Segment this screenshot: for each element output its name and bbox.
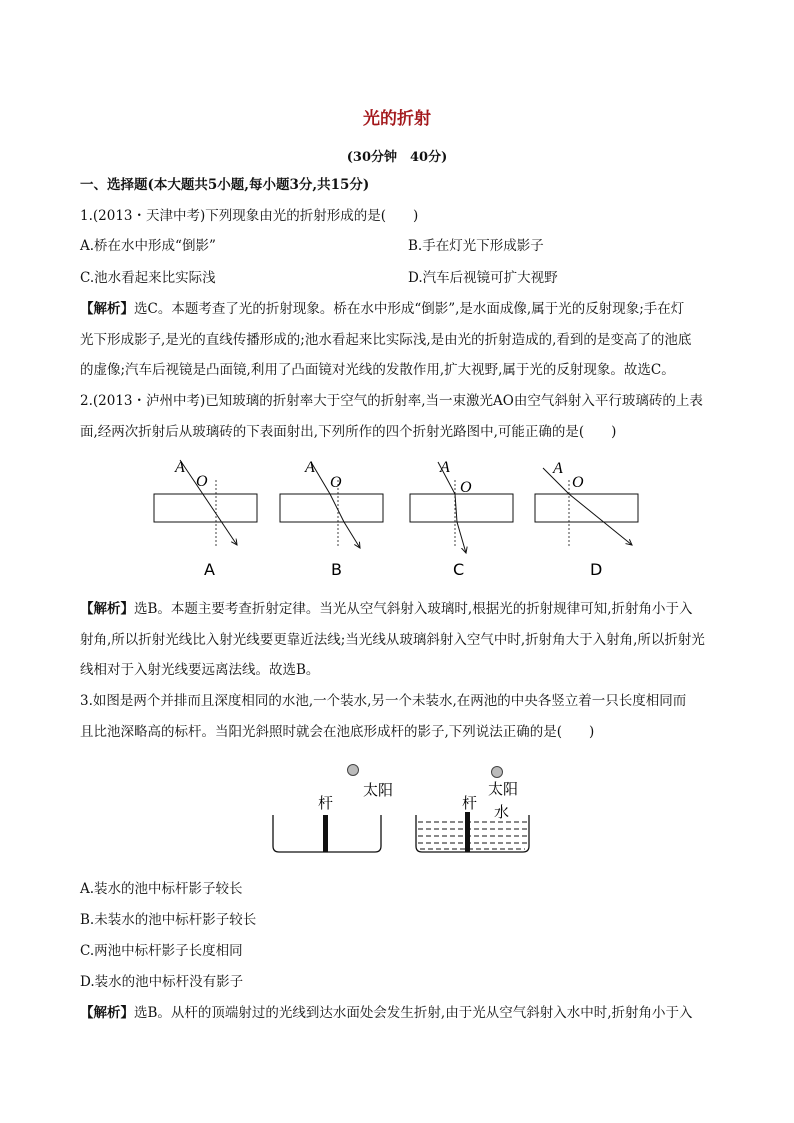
q3-analysis-text: 选B。从杆的顶端射过的光线到达水面处会发生折射,由于光从空气斜射入水中时,折射角小于入 <box>134 1005 693 1021</box>
q1-options-row2 <box>80 268 720 288</box>
q3-analysis-line1 <box>80 1003 720 1023</box>
light-ray <box>543 468 632 545</box>
q1-option-b: B.手在灯光下形成影子 <box>408 238 544 254</box>
q1-analysis-line1 <box>80 299 720 319</box>
pole-label: 杆 <box>462 794 478 812</box>
empty-pool <box>273 765 393 853</box>
sun-icon <box>492 767 503 778</box>
diagram-d <box>535 460 638 579</box>
q2-stem-line2: 面,经两次折射后从玻璃砖的下表面射出,下列所作的四个折射光路图中,可能正确的是( ) <box>80 424 617 440</box>
glass-block <box>410 494 513 522</box>
point-o-label: O <box>572 474 584 491</box>
pole-label: 杆 <box>318 794 334 812</box>
q2-analysis-line3: 线相对于入射光线要远离法线。故选B。 <box>80 662 320 678</box>
q1-option-d: D.汽车后视镜可扩大视野 <box>408 270 558 286</box>
pole <box>323 815 328 852</box>
q3-option-a: A.装水的池中标杆影子较长 <box>80 881 243 897</box>
point-a-label: A <box>440 459 450 476</box>
page-title: 光的折射 <box>363 109 431 129</box>
sun-icon <box>348 765 359 776</box>
q2-analysis-text: 选B。本题主要考查折射定律。当光从空气斜射入玻璃时,根据光的折射规律可知,折射角小于入 <box>134 601 693 617</box>
q2-analysis-line2: 射角,所以折射光线比入射光线要更靠近法线;当光线从玻璃斜射入空气中时,折射角大于入射角,所以折射光 <box>80 632 705 648</box>
q3-stem-line2: 且比池深略高的标杆。当阳光斜照时就会在池底形成杆的影子,下列说法正确的是( ) <box>80 724 595 740</box>
diagram-label-d: D <box>590 560 603 579</box>
diagram-label-c: C <box>453 560 465 579</box>
point-o-label: O <box>196 473 208 490</box>
pole <box>465 812 470 852</box>
diagram-label-a: A <box>204 560 215 579</box>
glass-block <box>280 494 383 522</box>
sun-label: 太阳 <box>363 781 394 799</box>
diagram-a <box>154 459 257 579</box>
water-pool <box>416 767 529 853</box>
q3-option-c: C.两池中标杆影子长度相同 <box>80 943 243 959</box>
q1-analysis-line2: 光下形成影子,是光的直线传播形成的;池水看起来比实际浅,是由光的折射造成的,看到的是变高了的池底 <box>80 332 692 348</box>
q3-stem-line1: 3.如图是两个并排而且深度相同的水池,一个装水,另一个未装水,在两池的中央各竖立着一只长度相同而 <box>80 693 687 709</box>
q1-analysis-tag: 【解析】 <box>80 301 134 317</box>
water-label: 水 <box>494 803 510 821</box>
q1-option-c: C.池水看起来比实际浅 <box>80 270 216 286</box>
point-o-label: O <box>330 474 342 491</box>
q1-options-row1 <box>80 236 720 256</box>
time-score-subtitle: (30分钟 40分) <box>346 150 448 165</box>
q3-option-b: B.未装水的池中标杆影子较长 <box>80 912 257 928</box>
point-a-label: A <box>553 460 563 477</box>
diagram-label-b: B <box>331 560 342 579</box>
pool-figure <box>0 755 794 865</box>
q2-analysis-tag: 【解析】 <box>80 601 134 617</box>
light-ray <box>180 460 237 545</box>
point-o-label: O <box>460 479 472 496</box>
sun-label: 太阳 <box>488 780 519 798</box>
section-heading: 一、选择题(本大题共5小题,每小题3分,共15分) <box>80 177 370 193</box>
point-a-label: A <box>175 459 185 476</box>
q1-analysis-line3: 的虚像;汽车后视镜是凸面镜,利用了凸面镜对光线的发散作用,扩大视野,属于光的反射现象。故选C。 <box>80 362 675 378</box>
pool-outline <box>416 815 529 852</box>
diagram-c <box>410 459 513 579</box>
q1-analysis-text: 选C。本题考查了光的折射现象。桥在水中形成“倒影”,是水面成像,属于光的反射现象;手在灯 <box>134 301 685 317</box>
q2-stem-line1: 2.(2013・泸州中考)已知玻璃的折射率大于空气的折射率,当一束激光AO由空气斜射入平行玻璃砖的上表 <box>80 393 703 409</box>
q2-analysis-line1 <box>80 599 720 619</box>
q1-option-a: A.桥在水中形成“倒影” <box>80 238 216 254</box>
q3-analysis-tag: 【解析】 <box>80 1005 134 1021</box>
refraction-diagrams <box>0 450 794 585</box>
q1-stem: 1.(2013・天津中考)下列现象由光的折射形成的是( ) <box>80 208 419 224</box>
point-a-label: A <box>305 459 315 476</box>
water-lines <box>418 822 527 849</box>
diagram-b <box>280 459 383 579</box>
q3-option-d: D.装水的池中标杆没有影子 <box>80 974 244 990</box>
